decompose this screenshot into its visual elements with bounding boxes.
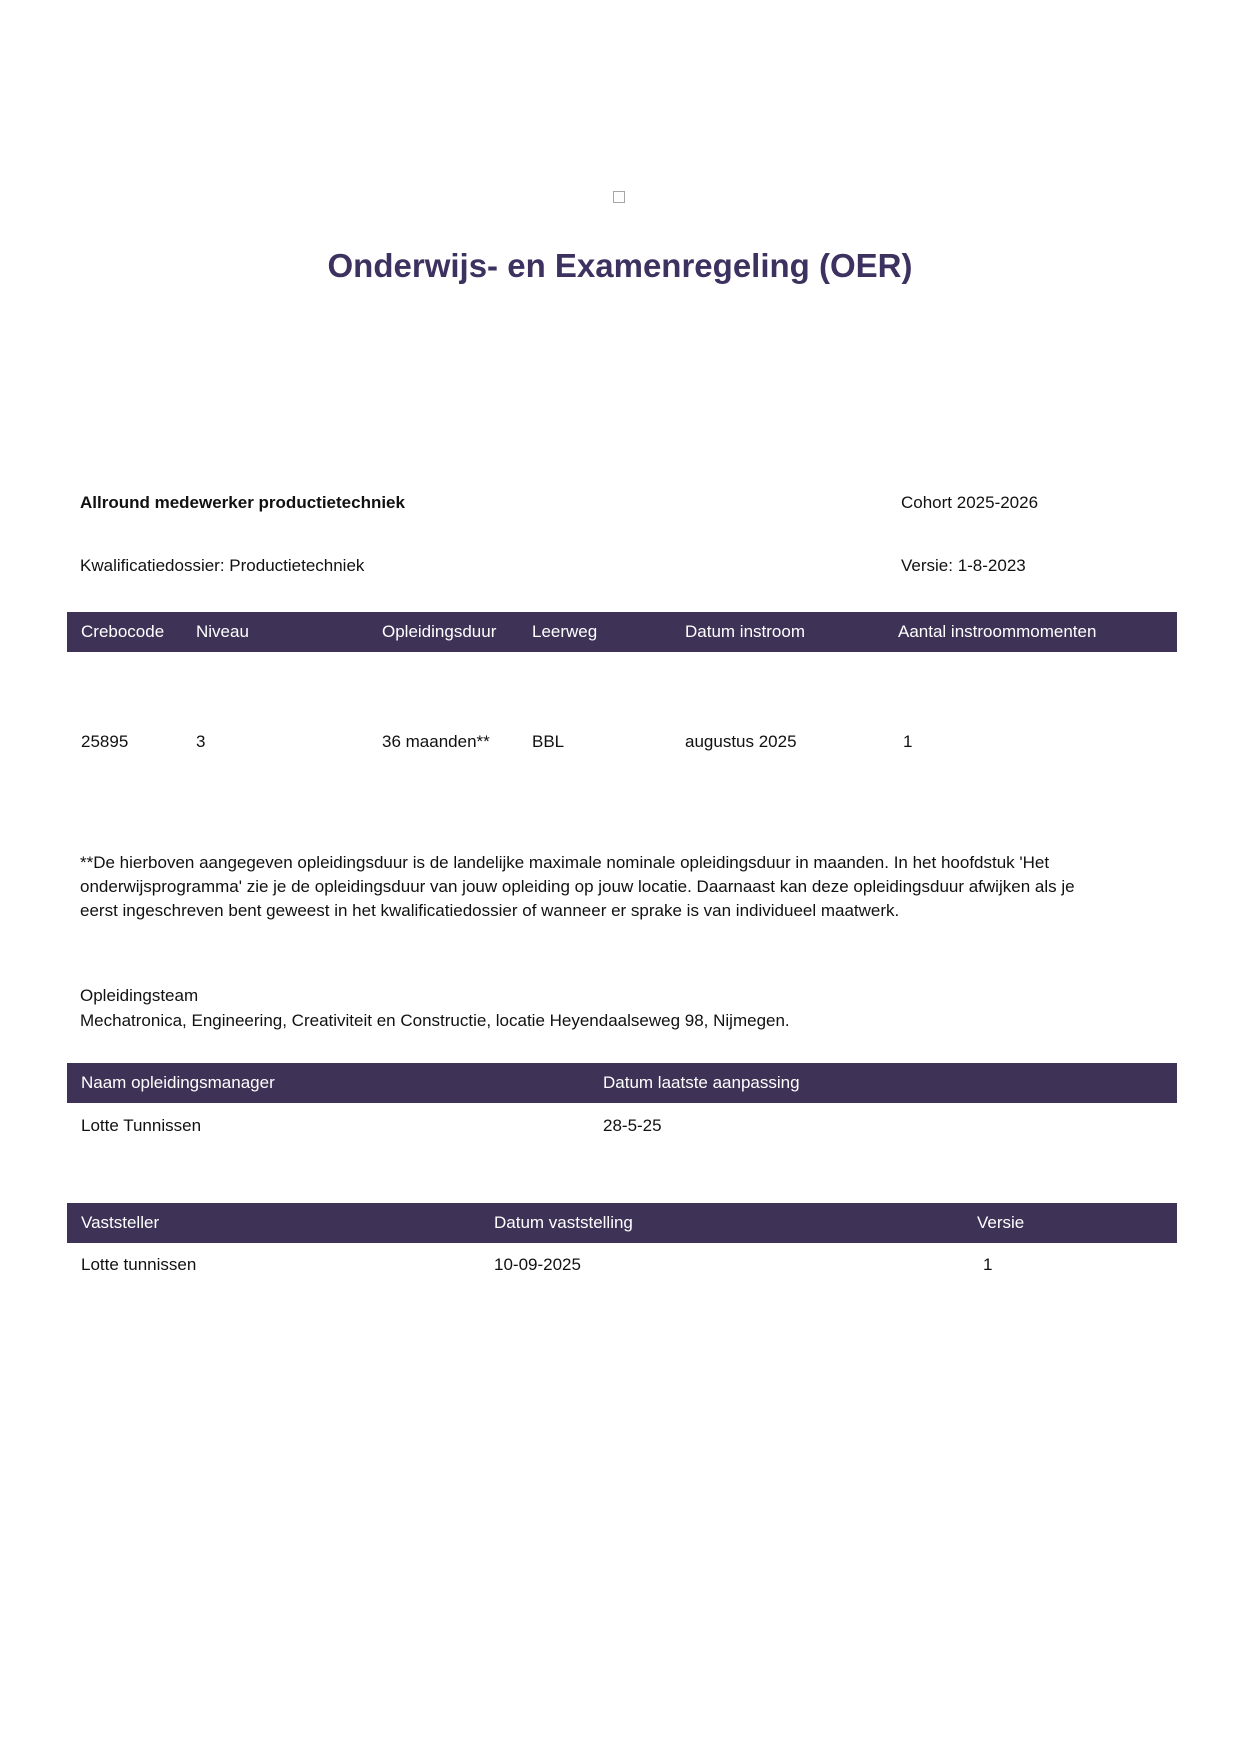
cell-leerweg: BBL: [532, 732, 565, 751]
manager-table: [67, 1063, 1177, 1153]
approval-table-header: [67, 1203, 1177, 1243]
header-versie: Versie: [977, 1213, 1025, 1232]
cell-opleidingsduur: 36 maanden**: [382, 732, 490, 751]
cell-datum-vaststelling: 10-09-2025: [494, 1255, 581, 1274]
header-vaststeller: Vaststeller: [81, 1213, 160, 1232]
cell-vaststeller: Lotte tunnissen: [81, 1255, 197, 1274]
broken-image-icon: [613, 191, 625, 203]
team-label: Opleidingsteam: [80, 986, 199, 1005]
duration-note: **De hierboven aangegeven opleidingsduur is de landelijke maximale nominale opleidingsduur in maanden. In het hoofdstuk 'Het onderwijsprogramma' zie je de opleidingsduur van jouw opleiding op jouw locatie. Daarnaast kan deze opleidingsduur afwijken als je eerst ingeschreven bent geweest in het kwalificatiedossier of wanneer er sprake is van individueel maatwerk.: [80, 853, 1075, 920]
approval-table: [67, 1203, 1177, 1293]
header-datum-laatste-aanpassing: Datum laatste aanpassing: [603, 1073, 800, 1092]
cell-datum-instroom: augustus 2025: [685, 732, 797, 751]
cell-versie: 1: [983, 1255, 993, 1274]
header-datum-instroom: Datum instroom: [685, 622, 805, 641]
header-aantal-instroommomenten: Aantal instroommomenten: [898, 622, 1097, 641]
program-table: [67, 612, 1177, 772]
program-name: Allround medewerker productietechniek: [80, 493, 405, 512]
header-niveau: Niveau: [196, 622, 249, 641]
document-title: Onderwijs- en Examenregeling (OER): [327, 247, 913, 284]
header-datum-vaststelling: Datum vaststelling: [494, 1213, 633, 1232]
cell-aantal-instroommomenten: 1: [903, 732, 913, 751]
manager-table-header: [67, 1063, 1177, 1103]
header-naam-opleidingsmanager: Naam opleidingsmanager: [81, 1073, 275, 1092]
header-crebocode: Crebocode: [81, 622, 165, 641]
cohort-label: Cohort 2025-2026: [901, 493, 1039, 512]
program-table-header: [67, 612, 1177, 652]
header-leerweg: Leerweg: [532, 622, 598, 641]
version-label: Versie: 1-8-2023: [901, 556, 1026, 575]
team-value: Mechatronica, Engineering, Creativiteit en Constructie, locatie Heyendaalseweg 98, Nijmegen.: [80, 1011, 790, 1030]
cell-crebocode: 25895: [81, 732, 129, 751]
cell-naam-opleidingsmanager: Lotte Tunnissen: [81, 1116, 202, 1135]
cell-datum-laatste-aanpassing: 28-5-25: [603, 1116, 662, 1135]
header-opleidingsduur: Opleidingsduur: [382, 622, 497, 641]
qualification-dossier: Kwalificatiedossier: Productietechniek: [80, 556, 365, 575]
cell-niveau: 3: [196, 732, 206, 751]
